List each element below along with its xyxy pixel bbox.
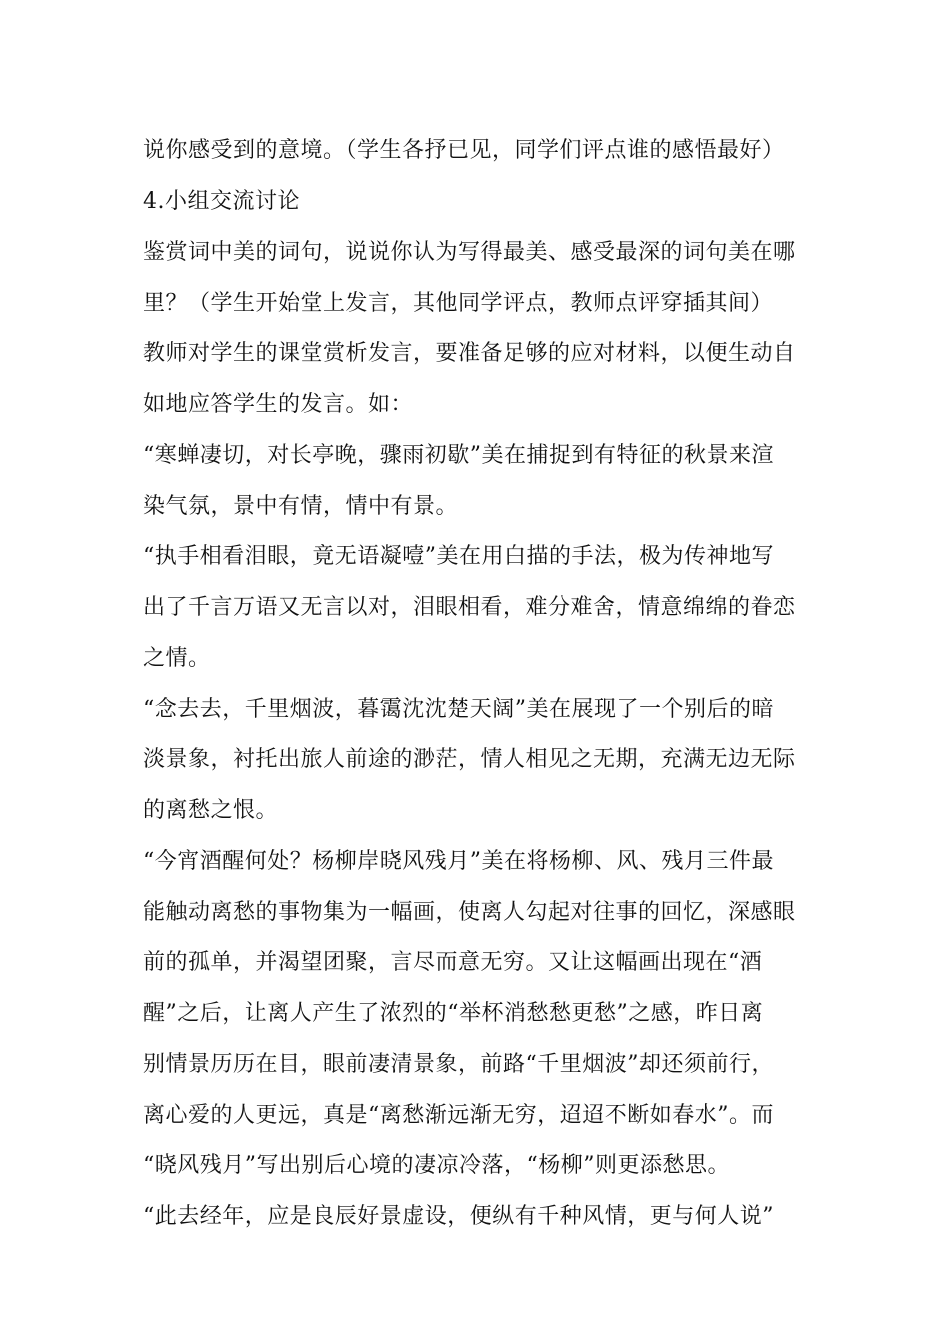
text-line: 醒”之后，让离人产生了浓烈的“举杯消愁愁更愁”之感，昨日离 [143, 1001, 764, 1026]
text-line: 教师对学生的课堂赏析发言，要准备足够的应对材料，以便生动自 [143, 341, 796, 366]
text-line: “今宵酒醒何处？杨柳岸晓风残月”美在将杨柳、风、残月三件最 [143, 849, 774, 874]
text-line: 之情。 [143, 646, 211, 671]
text-line: “念去去，千里烟波，暮霭沈沈楚天阔”美在展现了一个别后的暗 [143, 697, 774, 722]
section-heading: 4.小组交流讨论 [143, 189, 300, 214]
text-line: 离心爱的人更远，真是“离愁渐远渐无穷，迢迢不断如春水”。而 [143, 1103, 774, 1128]
text-line: 出了千言万语又无言以对，泪眼相看，难分难舍，情意绵绵的眷恋 [143, 595, 796, 620]
text-line: 能触动离愁的事物集为一幅画，使离人勾起对往事的回忆，深感眼 [143, 900, 796, 925]
text-line: 染气氛，景中有情，情中有景。 [143, 494, 459, 519]
text-line: 的离愁之恨。 [143, 798, 279, 823]
text-line: 说你感受到的意境。（学生各抒已见，同学们评点谁的感悟最好） [143, 138, 785, 163]
text-line: 淡景象，衬托出旅人前途的渺茫，情人相见之无期，充满无边无际 [143, 747, 796, 772]
text-line: 鉴赏词中美的词句，说说你认为写得最美、感受最深的词句美在哪 [143, 240, 796, 265]
text-line: 里？（学生开始堂上发言，其他同学评点，教师点评穿插其间） [143, 291, 774, 316]
text-line: 别情景历历在目，眼前凄清景象，前路“千里烟波”却还须前行， [143, 1052, 774, 1077]
text-line: “执手相看泪眼，竟无语凝噎”美在用白描的手法，极为传神地写 [143, 544, 774, 569]
text-line: “此去经年，应是良辰好景虚设，便纵有千种风情，更与何人说” [143, 1204, 774, 1229]
text-line: “寒蝉凄切，对长亭晚，骤雨初歇”美在捕捉到有特征的秋景来渲 [143, 443, 774, 468]
text-line: 前的孤单，并渴望团聚，言尽而意无穷。又让这幅画出现在“酒 [143, 950, 763, 975]
text-line: 如地应答学生的发言。如： [143, 392, 414, 417]
text-line: “晓风残月”写出别后心境的凄凉冷落，“杨柳”则更添愁思。 [143, 1153, 730, 1178]
